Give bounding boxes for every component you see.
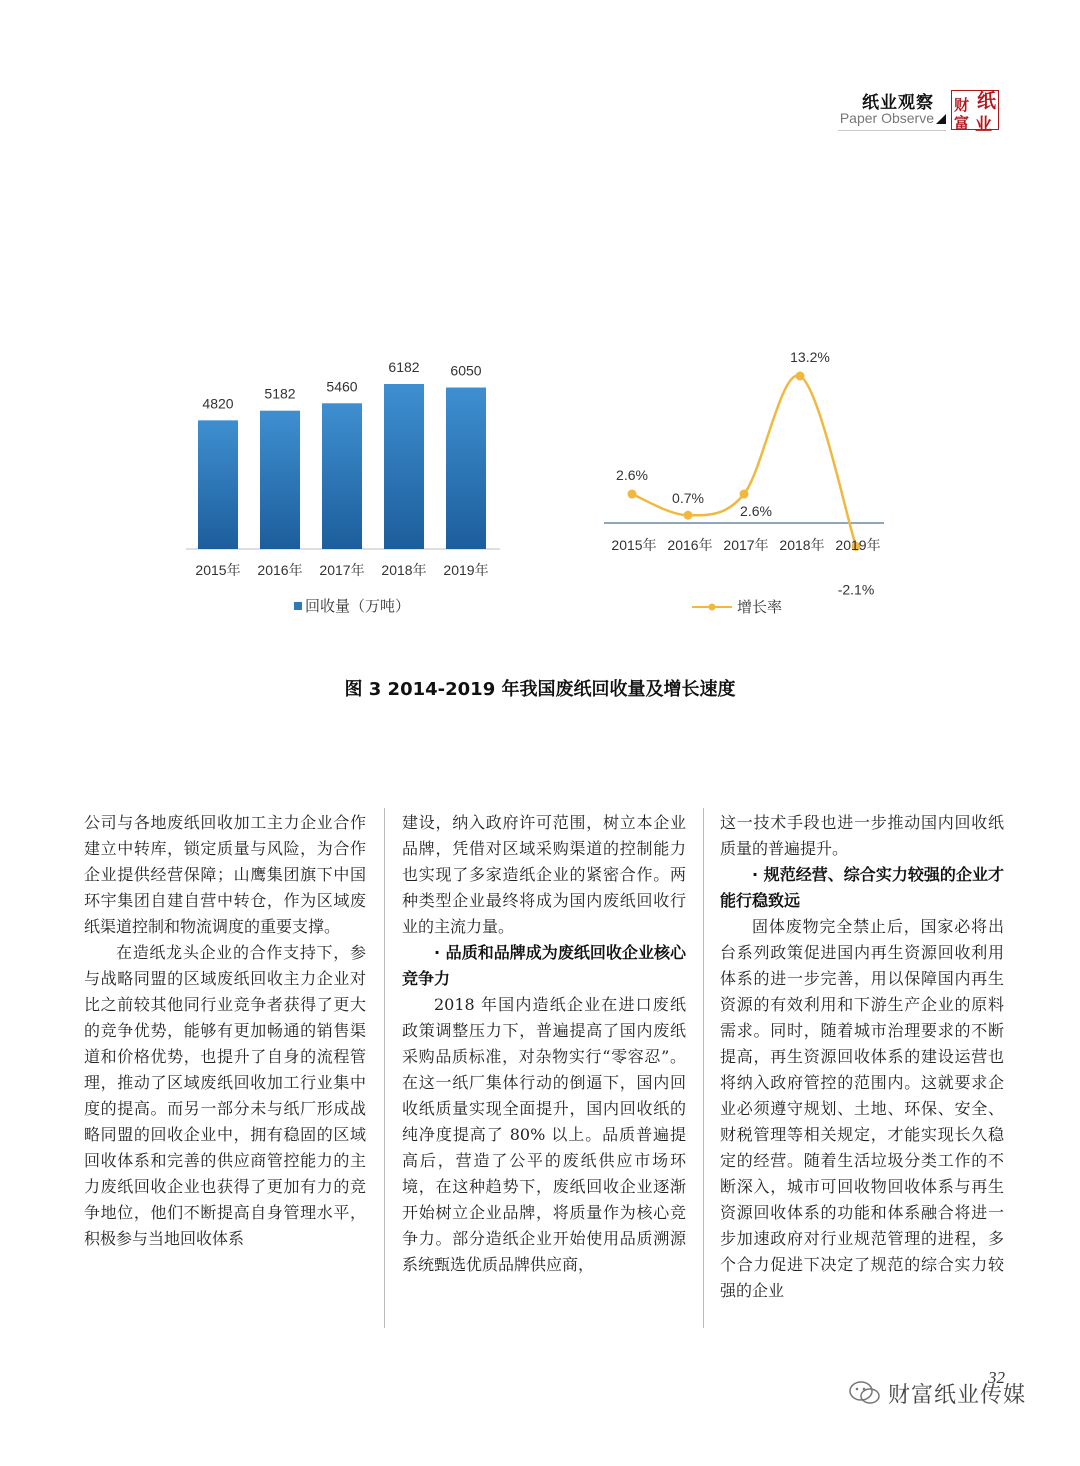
header-rule <box>838 130 946 131</box>
bar-tick-label: 2019年 <box>443 562 489 578</box>
line-tick-label: 2016年 <box>667 537 713 553</box>
bar-data-label: 5182 <box>264 385 296 402</box>
bar-data-label: 6050 <box>450 362 482 379</box>
paragraph: 固体废物完全禁止后，国家必将出台系列政策促进国内再生资源回收利用体系的进一步完善，用以保障国内再生资源的有效利用和下游生产企业的原料需求。同时，随着城市治理要求的不断提高，再生资源回收体系的建设运营也将纳入政府管控的范围内。这就要求企业必须遵守规划、土地、环保、安全、财税管理等相关规定，才能实现长久稳定的经营。随着生活垃圾分类工作的不断深入，城市可回收物回收体系与再生资源回收体系的功能和体系融合将进一步加速政府对行业规范管理的进程，多个合力促进下决定了规范的综合实力较强的企业 <box>720 917 1004 1300</box>
line-data-label: -2.1% <box>837 581 875 598</box>
line-legend-label: 增长率 <box>737 599 783 616</box>
bar-data-label: 5460 <box>326 378 358 395</box>
figure-3 <box>0 330 1080 630</box>
paragraph: 在造纸龙头企业的合作支持下，参与战略同盟的区域废纸回收主力企业对比之前较其他同行业竞争者获得了更大的竞争优势，能够有更加畅通的销售渠道和价格优势，也提升了自身的流程管理，推动了区域废纸回收加工行业集中度的提高。而另一部分未与纸厂形成战略同盟的回收企业中，拥有稳固的区域回收体系和完善的供应商管控能力的主力废纸回收企业也获得了更加有力的竞争地位，他们不断提高自身管理水平，积极参与当地回收体系 <box>84 943 366 1248</box>
bar-data-label: 6182 <box>388 359 420 375</box>
growth-series-line <box>632 375 856 546</box>
line-data-label: 0.7% <box>672 490 704 507</box>
line-tick-label: 2015年 <box>611 537 657 553</box>
bar-tick-label: 2018年 <box>381 562 427 578</box>
growth-rate-line-chart <box>540 330 1080 630</box>
paragraph: 建设，纳入政府许可范围，树立本企业品牌，凭借对区域采购渠道的控制能力也实现了多家造纸企业的紧密合作。两种类型企业最终将成为国内废纸回收行业的主流力量。 <box>402 813 686 936</box>
bar <box>198 420 238 549</box>
line-point <box>684 511 693 520</box>
section-title: 纸业观察 <box>862 93 934 113</box>
bar-legend-swatch <box>294 602 302 610</box>
section-heading: · 品质和品牌成为废纸回收企业核心竞争力 <box>402 943 686 988</box>
line-tick-label: 2019年 <box>835 537 881 553</box>
line-point <box>796 372 805 381</box>
section-subtitle: Paper Observe <box>839 110 934 126</box>
line-data-label: 2.6% <box>616 467 648 484</box>
logo-char: 业 <box>975 115 992 135</box>
bar-tick-label: 2016年 <box>257 562 303 578</box>
bar-legend-label: 回收量（万吨） <box>305 598 411 615</box>
column-divider <box>703 808 704 1328</box>
bar-tick-label: 2017年 <box>319 562 365 578</box>
bar <box>446 388 486 549</box>
page-header <box>0 0 1080 140</box>
section-heading: · 规范经营、综合实力较强的企业才能行稳致远 <box>720 865 1004 910</box>
recycling-volume-bar-chart <box>0 330 540 630</box>
line-point <box>628 490 637 499</box>
logo-char: 纸 <box>977 90 997 112</box>
paragraph: 这一技术手段也进一步推动国内回收纸质量的普遍提升。 <box>720 813 1004 858</box>
header-triangle-icon <box>936 114 946 124</box>
text-column-1 <box>84 810 366 1252</box>
line-data-label: 2.6% <box>740 503 772 520</box>
bar-data-label: 4820 <box>202 395 234 412</box>
line-legend-marker <box>709 604 716 611</box>
logo-char: 财 <box>954 96 970 114</box>
text-column-2 <box>402 810 686 1278</box>
bar <box>384 384 424 549</box>
page-number: 32 <box>988 1368 1005 1387</box>
wechat-watermark <box>848 1374 1048 1410</box>
paragraph: 2018 年国内造纸企业在进口废纸政策调整压力下，普遍提高了国内废纸采购品质标准，对杂物实行“零容忍”。在这一纸厂集体行动的倒逼下，国内回收纸质量实现全面提升，国内回收纸的纯净度提高了 80% 以上。品质普遍提高后，营造了公平的废纸供应市场环境，在这种趋势下，废纸回收企业逐渐开始树立企业品牌，将质量作为核心竞争力。部分造纸企业开始使用品质溯源系统甄选优质品牌供应商， <box>402 995 686 1274</box>
line-data-label: 13.2% <box>790 349 830 365</box>
line-point <box>740 490 749 499</box>
watermark-text: 财富纸业传媒 <box>888 1383 1027 1408</box>
line-tick-label: 2018年 <box>779 537 825 553</box>
text-column-3 <box>720 810 1004 1304</box>
bar <box>260 411 300 549</box>
magazine-logo <box>951 86 1003 135</box>
wechat-icon <box>848 1380 882 1406</box>
column-divider <box>384 808 385 1328</box>
bar <box>322 403 362 549</box>
logo-char: 富 <box>954 114 970 132</box>
paragraph: 公司与各地废纸回收加工主力企业合作建立中转库，锁定质量与风险，为合作企业提供经营保障；山鹰集团旗下中国环宇集团自建自营中转仓，作为区域废纸渠道控制和物流调度的重要支撑。 <box>84 813 366 936</box>
figure-caption: 图 3 2014-2019 年我国废纸回收量及增长速度 <box>344 679 736 700</box>
bar-tick-label: 2015年 <box>195 562 241 578</box>
line-tick-label: 2017年 <box>723 537 769 553</box>
